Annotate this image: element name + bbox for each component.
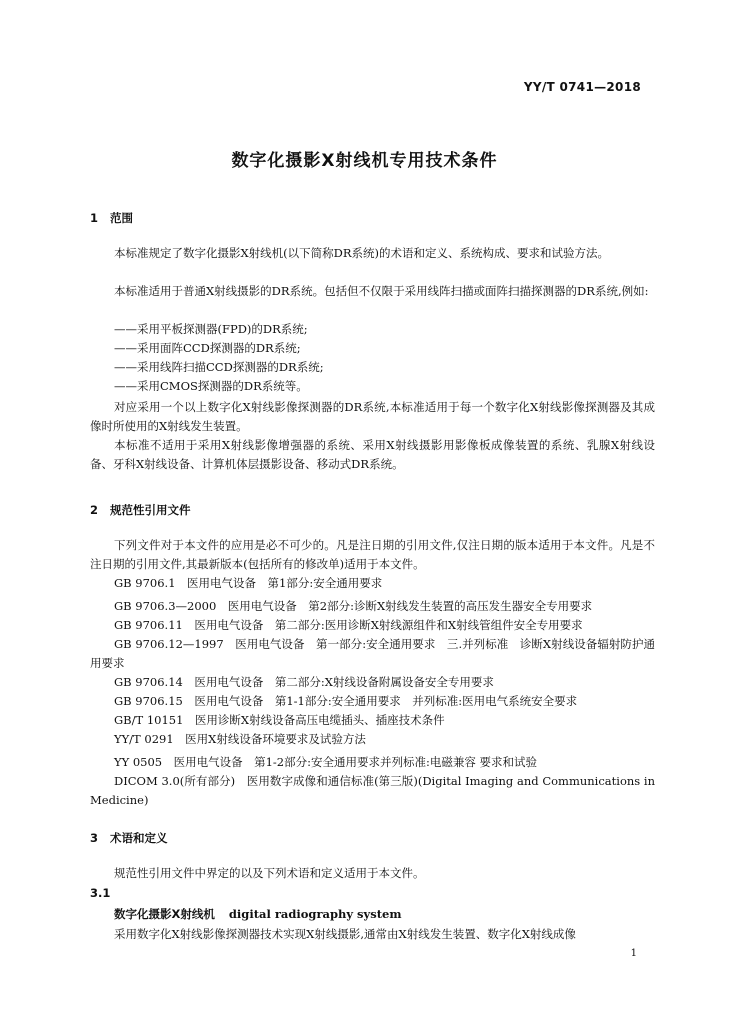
- section-3-heading: [90, 830, 168, 846]
- term-english: digital radiography system: [228, 907, 402, 921]
- reference-item: GB 9706.3—2000 医用电气设备 第2部分:诊断X射线发生装置的高压发生器安全专用要求: [114, 599, 593, 613]
- section-number: 2: [90, 503, 99, 517]
- scope-paragraph-3: 对应采用一个以上数字化X射线影像探测器的DR系统,本标准适用于每一个数字化X射线影像探测器及其成像时所使用的X射线发生装置。: [90, 400, 655, 433]
- terms-intro: 规范性引用文件中界定的以及下列术语和定义适用于本文件。: [114, 866, 425, 880]
- section-title: 术语和定义: [110, 831, 168, 845]
- section-1-heading: [90, 210, 133, 226]
- section-title: 规范性引用文件: [110, 503, 191, 517]
- term-heading: [114, 906, 402, 922]
- standard-code: YY/T 0741—2018: [523, 80, 641, 94]
- scope-paragraph-4: 本标准不适用于采用X射线影像增强器的系统、采用X射线摄影用影像板成像装置的系统、乳腺X射线设备、牙科X射线设备、计算机体层摄影设备、移动式DR系统。: [90, 438, 655, 471]
- term-chinese: 数字化摄影X射线机: [114, 907, 215, 921]
- reference-item: GB/T 10151 医用诊断X射线设备高压电缆插头、插座技术条件: [114, 713, 445, 727]
- reference-item: GB 9706.11 医用电气设备 第二部分:医用诊断X射线源组件和X射线管组件安全专用要求: [114, 618, 583, 632]
- list-item: ——采用平板探测器(FPD)的DR系统;: [114, 322, 308, 336]
- section-title: 范围: [110, 211, 133, 225]
- scope-paragraph-1: 本标准规定了数字化摄影X射线机(以下简称DR系统)的术语和定义、系统构成、要求和试验方法。: [114, 246, 610, 260]
- reference-item: GB 9706.12—1997 医用电气设备 第一部分:安全通用要求 三.并列标准 诊断X射线设备辐射防护通用要求: [90, 637, 655, 670]
- list-item: ——采用面阵CCD探测器的DR系统;: [114, 341, 301, 355]
- list-item: ——采用CMOS探测器的DR系统等。: [114, 379, 308, 393]
- references-intro: 下列文件对于本文件的应用是必不可少的。凡是注日期的引用文件,仅注日期的版本适用于本文件。凡是不注日期的引用文件,其最新版本(包括所有的修改单)适用于本文件。: [90, 538, 655, 571]
- reference-item: YY/T 0291 医用X射线设备环境要求及试验方法: [114, 732, 366, 746]
- reference-item: GB 9706.14 医用电气设备 第二部分:X射线设备附属设备安全专用要求: [114, 675, 494, 689]
- clause-number: 3.1: [90, 886, 111, 900]
- term-definition: 采用数字化X射线影像探测器技术实现X射线摄影,通常由X射线发生装置、数字化X射线成像: [114, 927, 576, 941]
- section-2-heading: [90, 502, 191, 518]
- reference-item: YY 0505 医用电气设备 第1-2部分:安全通用要求并列标准:电磁兼容 要求和试验: [114, 755, 538, 769]
- document-title: 数字化摄影X射线机专用技术条件: [231, 151, 498, 171]
- reference-item: DICOM 3.0(所有部分) 医用数字成像和通信标准(第三版)(Digital Imaging and Communications in Medicine): [90, 774, 655, 807]
- section-number: 1: [90, 211, 99, 225]
- reference-item: GB 9706.1 医用电气设备 第1部分:安全通用要求: [114, 576, 383, 590]
- scope-paragraph-2: 本标准适用于普通X射线摄影的DR系统。包括但不仅限于采用线阵扫描或面阵扫描探测器的DR系统,例如:: [114, 284, 649, 298]
- reference-item: GB 9706.15 医用电气设备 第1-1部分:安全通用要求 并列标准:医用电气系统安全要求: [114, 694, 578, 708]
- section-number: 3: [90, 831, 99, 845]
- list-item: ——采用线阵扫描CCD探测器的DR系统;: [114, 360, 324, 374]
- page-number: 1: [630, 948, 637, 959]
